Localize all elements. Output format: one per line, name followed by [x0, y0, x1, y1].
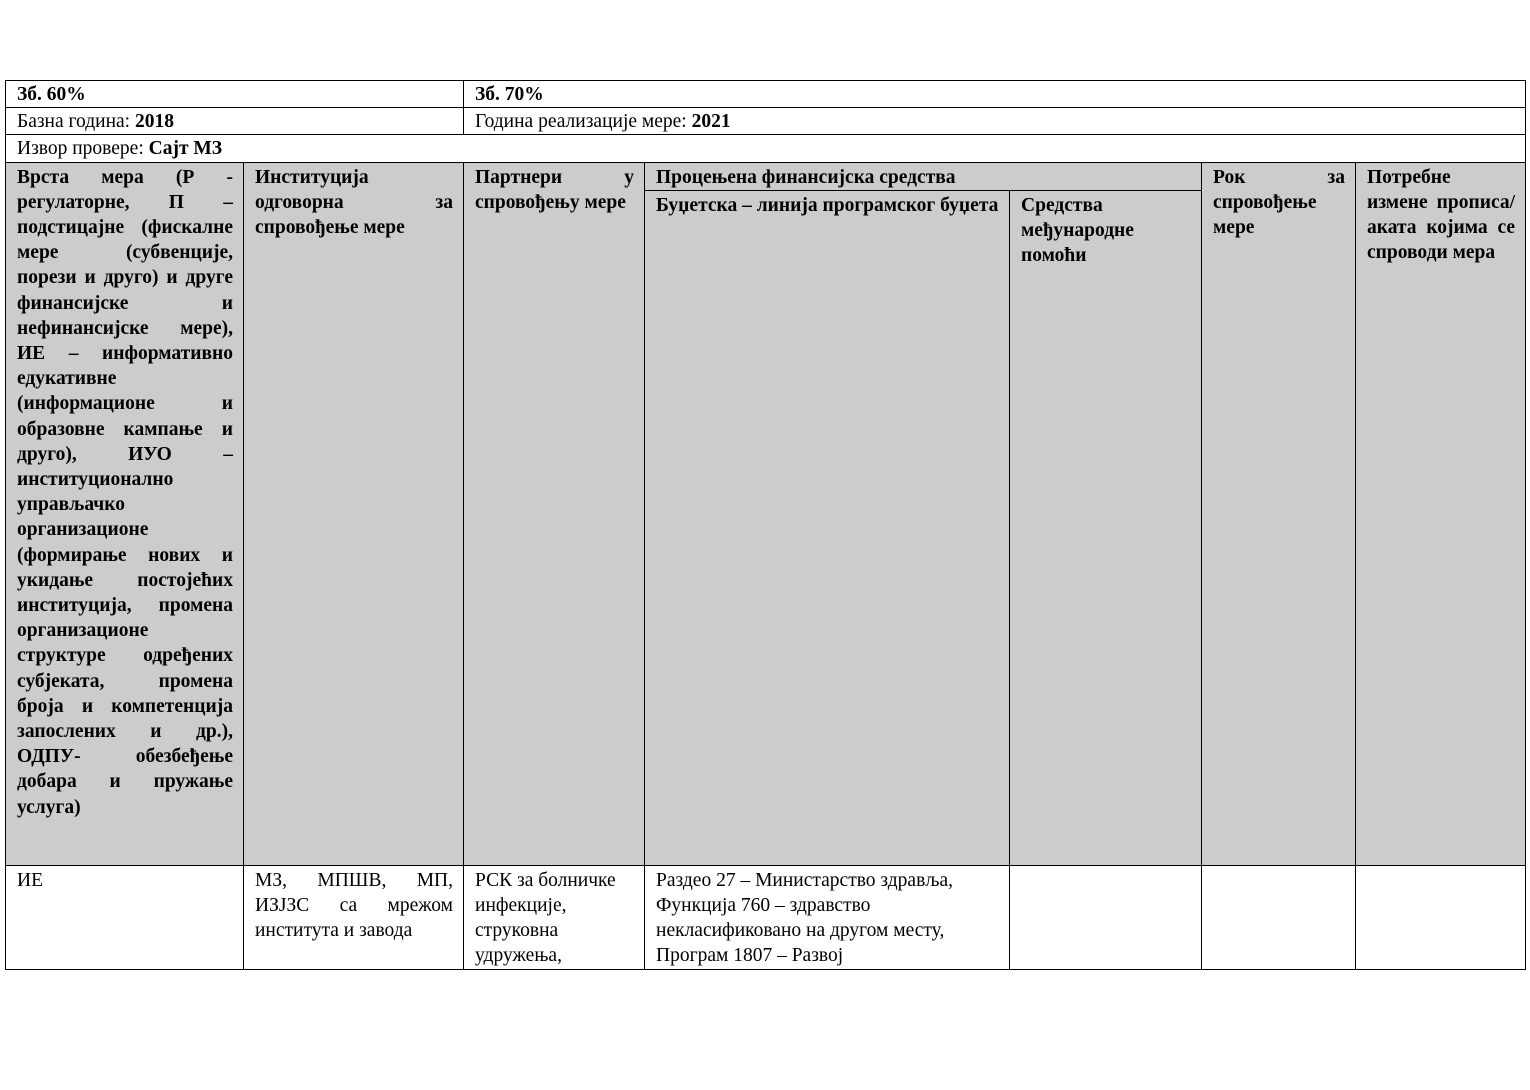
- base-year-value: 2018: [134, 111, 174, 133]
- source-row: [6, 135, 1526, 162]
- header-measure-type: Врста мера (Р - регулаторне, П – подстицајне (фискалне мере (субвенције, порези и друго) и друге финансијске и нефинансијске мере), ИЕ – информативно едукативне (информационе и образовне кампање и друго), ИУО – институционално управљачко организационе (формирање нових и укидање постојећих институција, промена организационе структуре одређених субјеката, промена броја и компетенција запослених и др.), ОДПУ- обезбеђење добара и пружање услуга): [6, 162, 244, 865]
- header-deadline: Рок за спровођење мере: [1202, 162, 1356, 865]
- realization-year-value: 2021: [691, 111, 731, 133]
- cell-international-aid: [1010, 865, 1202, 969]
- cell-deadline: [1202, 865, 1356, 969]
- cell-partners: [464, 865, 645, 969]
- value-base-cell: Зб. 60%: [6, 81, 464, 108]
- cell-budget-line: [645, 865, 1010, 969]
- value-row: [6, 81, 1526, 108]
- realization-year-cell: [464, 108, 1526, 135]
- budget-line: некласификовано на другом месту,: [656, 920, 945, 942]
- header-row-1: [6, 162, 1526, 190]
- header-regulation-changes: Потребне измене прописа/аката којима се спроводи мера: [1356, 162, 1526, 865]
- source-cell: [6, 135, 1526, 162]
- table-row: [6, 865, 1526, 969]
- header-institution: Институција одговорна за спровођење мере: [244, 162, 464, 865]
- base-year-cell: [6, 108, 464, 135]
- base-year-label: Базна година:: [17, 111, 135, 133]
- cell-institution: МЗ, МПШВ, МП, ИЗЈЗС са мрежом института и завода: [244, 865, 464, 969]
- budget-line: Функција 760 – здравство: [656, 895, 871, 917]
- header-estimated-funds: Процењена финансијска средства: [645, 162, 1202, 190]
- source-label: Извор провере:: [17, 138, 149, 160]
- header-budget-line: Буџетска – линија програмског буџета: [645, 190, 1010, 865]
- cell-measure-type: ИЕ: [6, 865, 244, 969]
- budget-line: Програм 1807 – Развој: [656, 945, 844, 967]
- value-target-cell: Зб. 70%: [464, 81, 1526, 108]
- realization-year-label: Година реализације мере:: [475, 111, 692, 133]
- document-page: [5, 80, 1525, 970]
- partners-line: удружења,: [475, 945, 562, 967]
- partners-line: РСК за болничке: [475, 869, 616, 891]
- partners-line: струковна: [475, 920, 559, 942]
- budget-line: Раздео 27 – Министарство здравља,: [656, 869, 954, 891]
- source-value: Сајт МЗ: [148, 138, 223, 160]
- header-international-aid: Средства међународне помоћи: [1010, 190, 1202, 865]
- partners-line: инфекције,: [475, 895, 567, 917]
- cell-regulation-changes: [1356, 865, 1526, 969]
- measures-table: [5, 80, 1526, 970]
- year-row: [6, 108, 1526, 135]
- header-partners: Партнери у спровођењу мере: [464, 162, 645, 865]
